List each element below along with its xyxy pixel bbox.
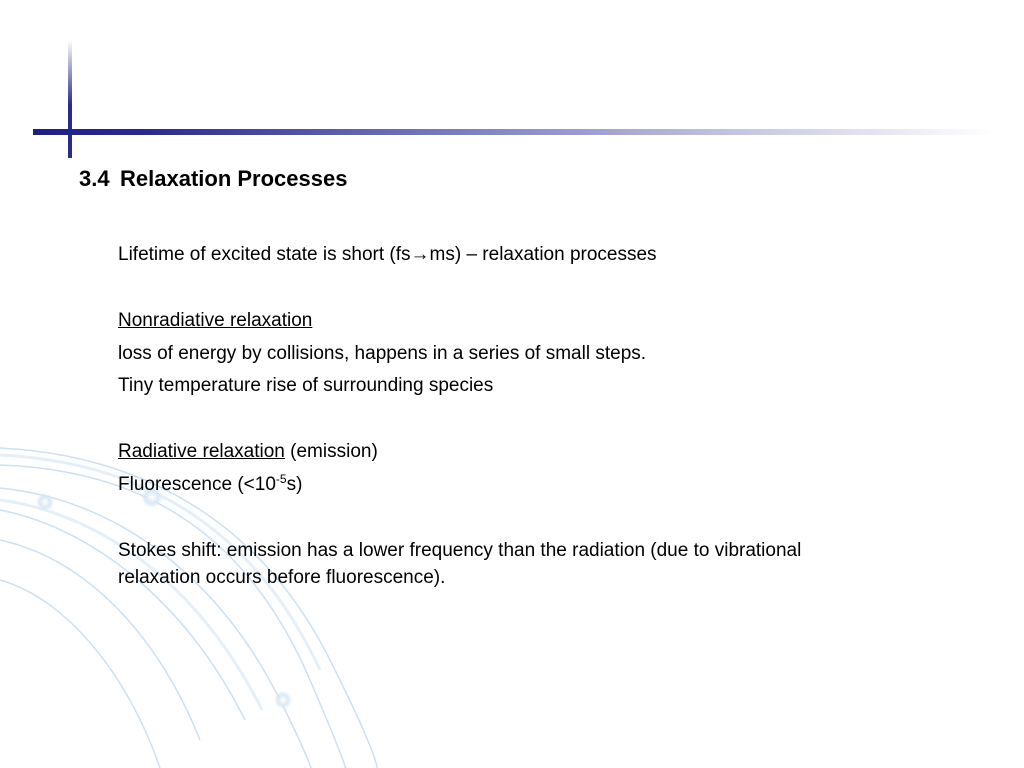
nonradiative-text-line-1: loss of energy by collisions, happens in a series of small steps. xyxy=(118,343,647,364)
slide-title xyxy=(79,166,347,192)
radiative-suffix: (emission) xyxy=(284,441,378,462)
radiative-line xyxy=(118,440,378,464)
accent-vertical-line xyxy=(68,40,72,158)
fluorescence-exponent: -5 xyxy=(275,472,287,486)
lifetime-prefix: Lifetime of excited state is short (fs xyxy=(118,244,411,265)
lifetime-suffix: ms) – relaxation processes xyxy=(429,244,657,265)
fluorescence-prefix: Fluorescence (<10 xyxy=(118,474,276,495)
section-title: Relaxation Processes xyxy=(120,166,348,191)
accent-horizontal-line xyxy=(33,129,993,135)
stokes-shift-line-2: relaxation occurs before fluorescence). xyxy=(118,567,446,588)
arrow-symbol: → xyxy=(410,244,430,265)
fluorescence-line xyxy=(118,473,302,497)
stokes-shift-line-1: Stokes shift: emission has a lower frequency than the radiation (due to vibrational xyxy=(118,540,802,561)
fluorescence-suffix: s) xyxy=(286,474,303,495)
radiative-heading: Radiative relaxation xyxy=(118,441,285,462)
nonradiative-heading: Nonradiative relaxation xyxy=(118,310,313,331)
section-number: 3.4 xyxy=(79,166,110,191)
nonradiative-text-line-2: Tiny temperature rise of surrounding species xyxy=(118,375,494,396)
lifetime-line xyxy=(118,243,657,267)
